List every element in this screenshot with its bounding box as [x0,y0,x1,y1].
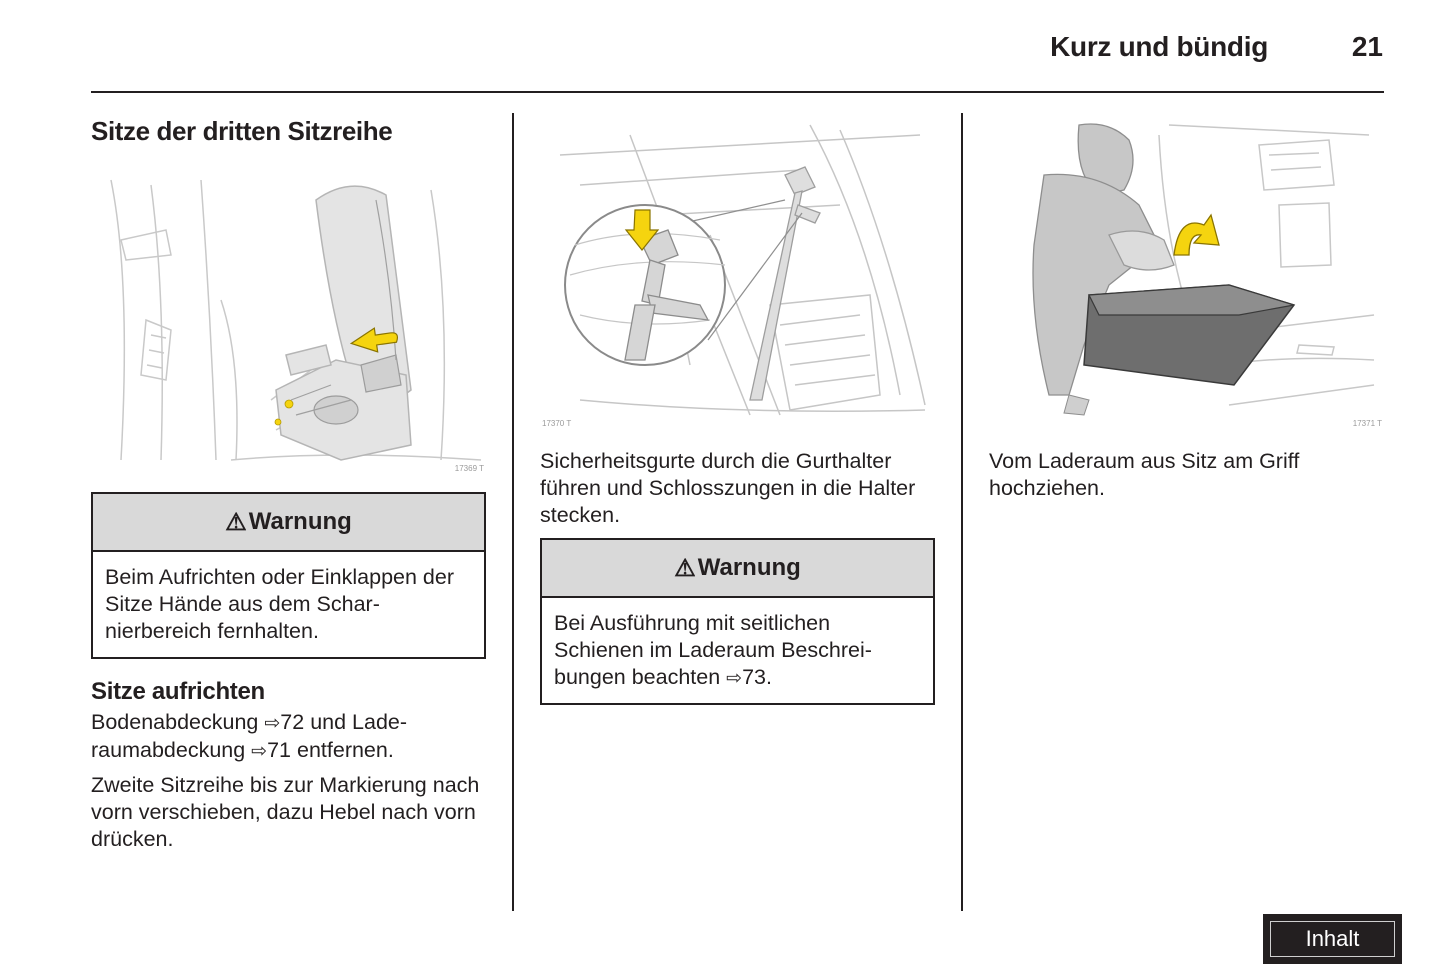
para-text: entfernen. [297,738,394,762]
paragraph-lift-seat: Vom Laderaum aus Sitz am Griff hochziehen. [989,449,1300,500]
page-reference-link[interactable]: 72 [280,710,305,734]
figure-seat-lift [989,115,1384,430]
header-rule [91,91,1384,93]
page-reference-icon: ⇨ [251,741,268,762]
page-reference-icon: ⇨ [726,668,743,689]
page-header-title: Kurz und bündig [1050,31,1268,62]
column-divider-1 [512,113,514,911]
figure-belt-holder [540,115,935,430]
section-heading: Sitze der dritten Sitzreihe [91,116,393,146]
subheading-seats-raise: Sitze aufrichten [91,678,265,705]
contents-button-label[interactable]: Inhalt [1270,921,1395,957]
page-reference-link[interactable]: 73 [742,665,767,689]
warning-header [93,494,484,552]
para-text: und Laderaumabdeckung [91,710,408,762]
page-reference-link[interactable]: 71 [267,738,292,762]
warning-text-part: Bei Ausführung mit seitlichen Schienen im Laderaum Beschreibungen beachten [554,611,872,689]
warning-title: Warnung [697,554,801,581]
warning-text: Beim Aufrichten oder Einklappen der Sitze Hände aus dem Scharnierbereich fernhalten. [105,565,454,643]
page-number: 21 [1351,31,1383,62]
paragraph-belts: Sicherheitsgurte durch die Gurthalter führen und Schlosszungen in die Halter stecken. [540,449,916,527]
para-text: Bodenabdeckung [91,710,259,734]
contents-button[interactable] [1263,914,1402,964]
warning-text-part: . [766,665,772,689]
page-reference-icon: ⇨ [264,713,281,734]
figure-seat-hinge [91,160,486,475]
paragraph-remove-covers [91,709,486,765]
column-divider-2 [961,113,963,911]
figure-number: 17370 T [542,419,572,428]
figure-number: 17369 T [454,464,484,473]
warning-triangle-icon: ⚠ [225,508,247,536]
warning-header [542,540,933,598]
warning-text [542,598,933,704]
paragraph-move-second-row: Zweite Sitzreihe bis zur Markierung nach vorn verschieben, dazu Hebel nach vorn drücken. [91,773,480,851]
warning-box-hinge [91,492,486,659]
warning-title: Warnung [248,508,352,535]
figure-number: 17371 T [1352,419,1382,428]
warning-triangle-icon: ⚠ [674,554,696,582]
warning-box-rails [540,538,935,705]
